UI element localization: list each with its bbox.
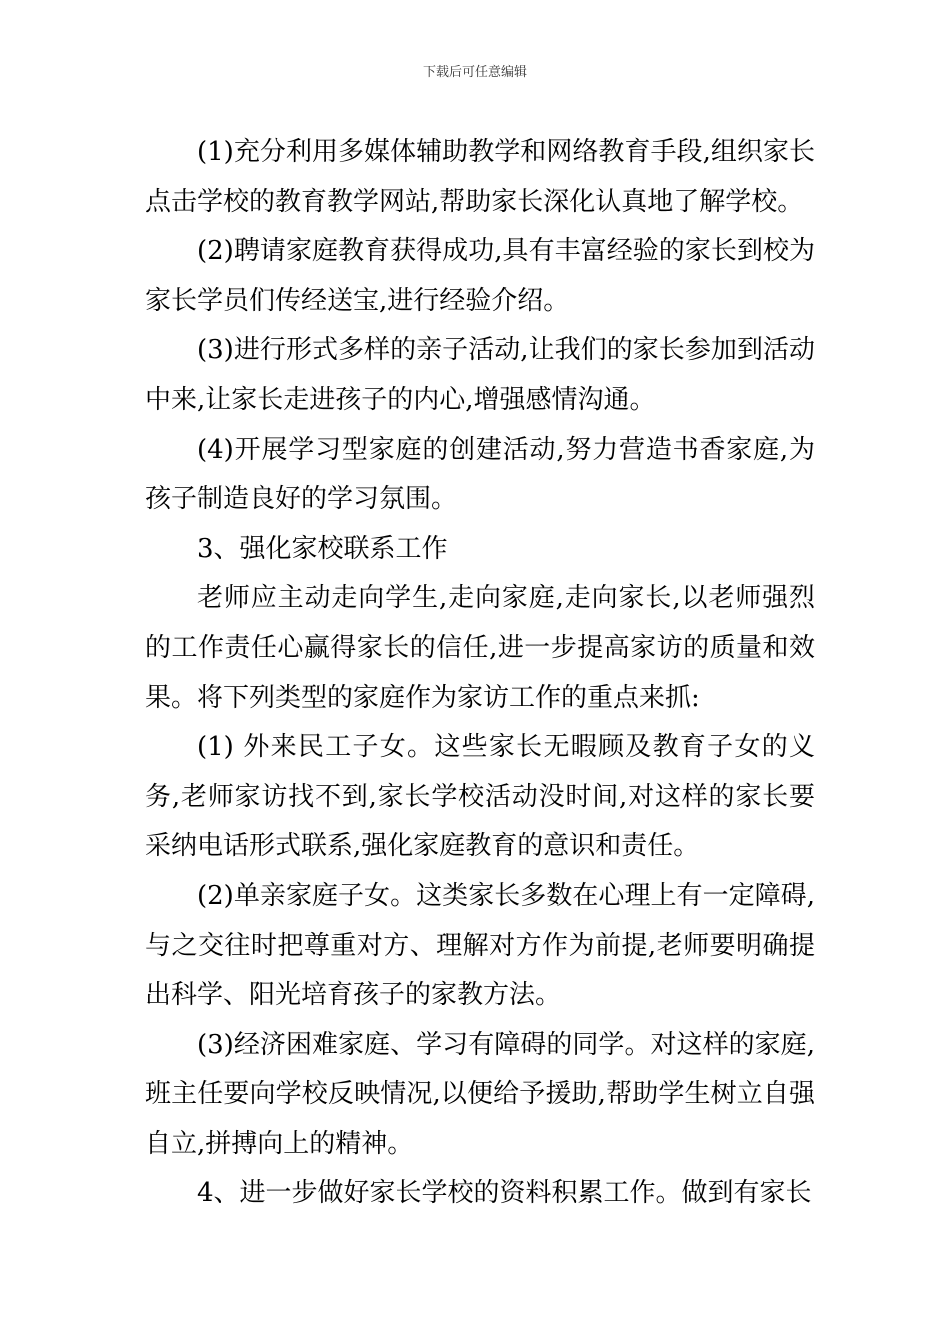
paragraph-9: 4、进一步做好家长学校的资料积累工作。做到有家长	[197, 1178, 812, 1209]
page-header: 下载后可任意编辑	[422, 65, 527, 80]
paragraph-3: (3)进行形式多样的亲子活动,让我们的家长参加到活动中来,让家长走进孩子的内心,增强感情沟通。	[145, 335, 815, 415]
document-body	[145, 128, 815, 1219]
paragraph-5: 老师应主动走向学生,走向家庭,走向家长,以老师强烈的工作责任心赢得家长的信任,进一步提高家访的质量和效果。将下列类型的家庭作为家访工作的重点来抓:	[145, 583, 815, 713]
paragraph-8: (3)经济困难家庭、学习有障碍的同学。对这样的家庭,班主任要向学校反映情况,以便给予援助,帮助学生树立自强自立,拼搏向上的精神。	[145, 1029, 815, 1159]
section-heading-3: 3、强化家校联系工作	[197, 533, 448, 564]
paragraph-6: (1) 外来民工子女。这些家长无暇顾及教育子女的义务,老师家访找不到,家长学校活动没时间,对这样的家长要采纳电话形式联系,强化家庭教育的意识和责任。	[145, 732, 815, 862]
paragraph-1: (1)充分利用多媒体辅助教学和网络教育手段,组织家长点击学校的教育教学网站,帮助家长深化认真地了解学校。	[145, 137, 815, 217]
paragraph-7: (2)单亲家庭子女。这类家长多数在心理上有一定障碍,与之交往时把尊重对方、理解对方作为前提,老师要明确提出科学、阳光培育孩子的家教方法。	[145, 880, 815, 1011]
paragraph-2: (2)聘请家庭教育获得成功,具有丰富经验的家长到校为家长学员们传经送宝,进行经验介绍。	[145, 236, 815, 316]
paragraph-4: (4)开展学习型家庭的创建活动,努力营造书香家庭,为孩子制造良好的学习氛围。	[145, 434, 815, 515]
